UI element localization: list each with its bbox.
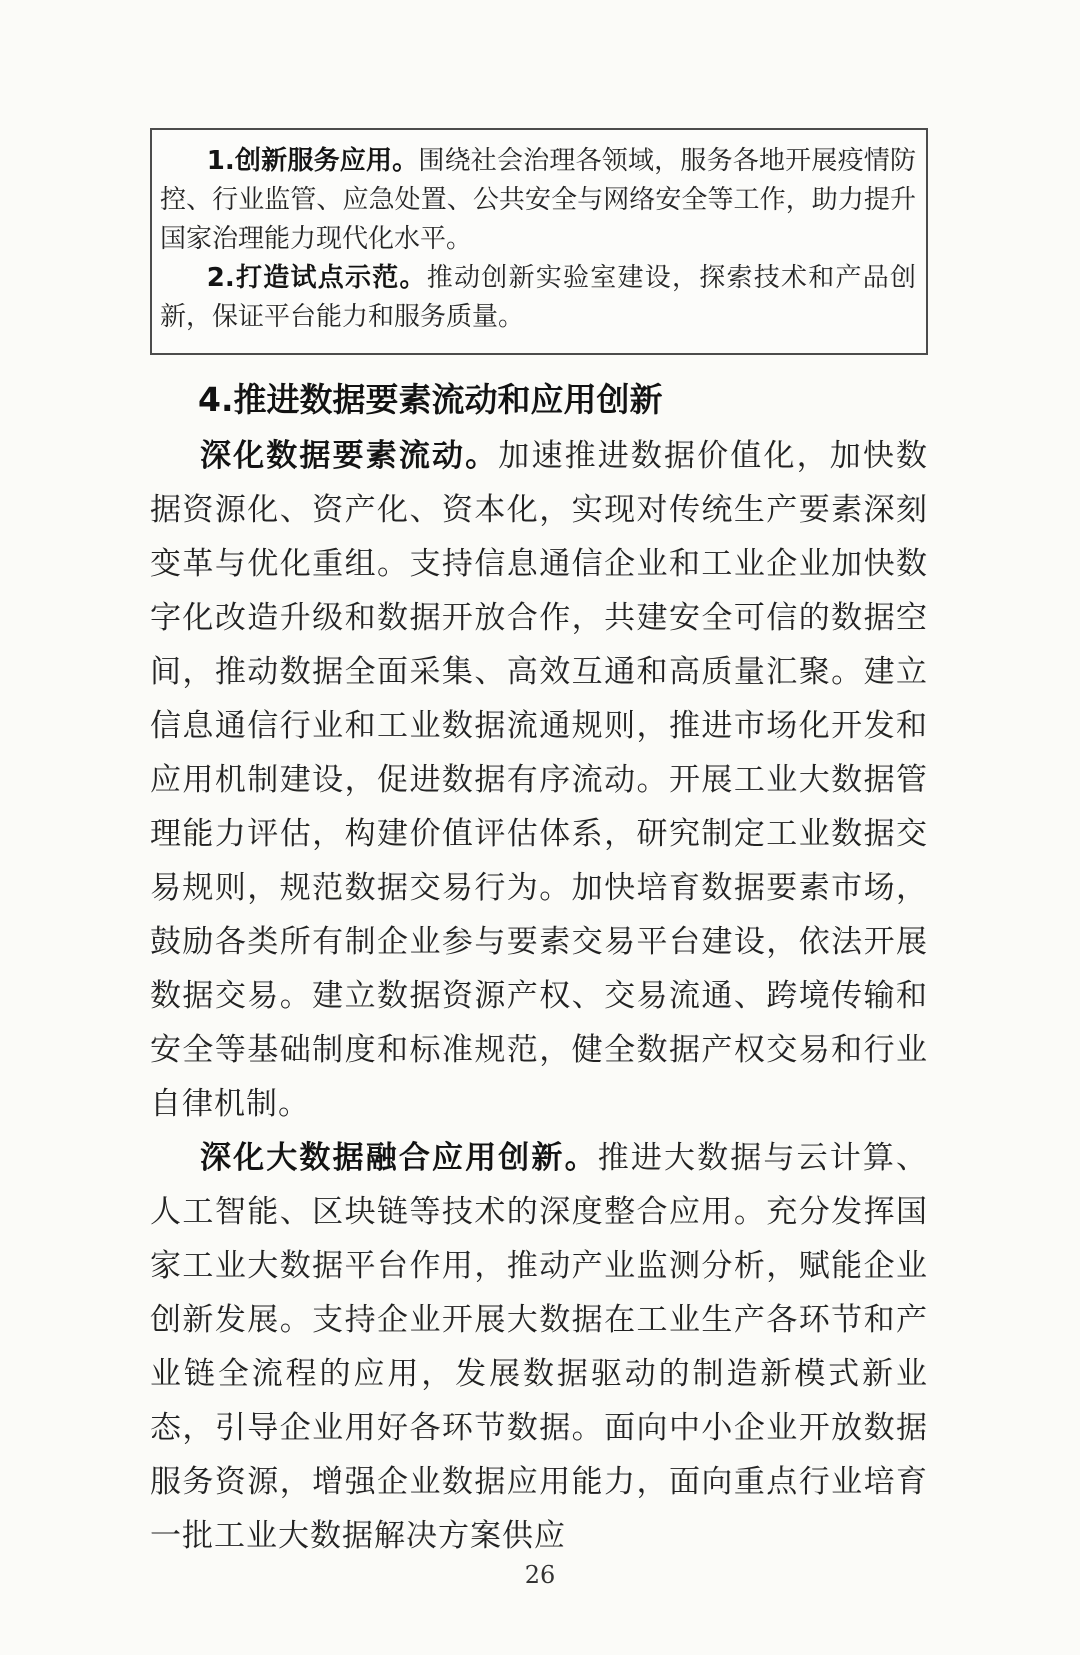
document-page	[0, 128, 1080, 1655]
paragraph-lead: 深化数据要素流动。	[200, 438, 499, 474]
callout-item-lead: 2.打造试点示范。	[206, 263, 427, 293]
paragraph-text: 推进大数据与云计算、人工智能、区块链等技术的深度整合应用。充分发挥国家工业大数据平台作用，推动产业监测分析，赋能企业创新发展。支持企业开展大数据在工业生产各环节和产业链全流程的应用，发展数据驱动的制造新模式新业态，引导企业用好各环节数据。面向中小企业开放数据服务资源，增强企业数据应用能力，面向重点行业培育一批工业大数据解决方案供应	[150, 1140, 929, 1554]
callout-item-text: 围绕社会治理各领域，服务各地开展疫情防控、行业监管、应急处置、公共安全与网络安全等工作，助力提升国家治理能力现代化水平。	[160, 146, 916, 254]
body-text	[150, 429, 928, 1563]
body-paragraph	[150, 429, 928, 1131]
callout-item	[160, 142, 916, 259]
page-number: 26	[524, 1561, 556, 1589]
callout-item-text: 推动创新实验室建设，探索技术和产品创新，保证平台能力和服务质量。	[160, 263, 916, 332]
paragraph-lead: 深化大数据融合应用创新。	[200, 1140, 598, 1176]
callout-item-lead: 1.创新服务应用。	[206, 146, 419, 176]
section-heading: 4.推进数据要素流动和应用创新	[198, 380, 663, 419]
body-paragraph	[150, 1131, 928, 1563]
document-content	[0, 128, 1080, 1563]
callout-item	[160, 259, 916, 337]
paragraph-text: 加速推进数据价值化，加快数据资源化、资产化、资本化，实现对传统生产要素深刻变革与优化重组。支持信息通信企业和工业企业加快数字化改造升级和数据开放合作，共建安全可信的数据空间，推动数据全面采集、高效互通和高质量汇聚。建立信息通信行业和工业数据流通规则，推进市场化开发和应用机制建设，促进数据有序流动。开展工业大数据管理能力评估，构建价值评估体系，研究制定工业数据交易规则，规范数据交易行为。加快培育数据要素市场，鼓励各类所有制企业参与要素交易平台建设，依法开展数据交易。建立数据资源产权、交易流通、跨境传输和安全等基础制度和标准规范，健全数据产权交易和行业自律机制。	[150, 438, 929, 1122]
callout-box	[150, 128, 928, 355]
